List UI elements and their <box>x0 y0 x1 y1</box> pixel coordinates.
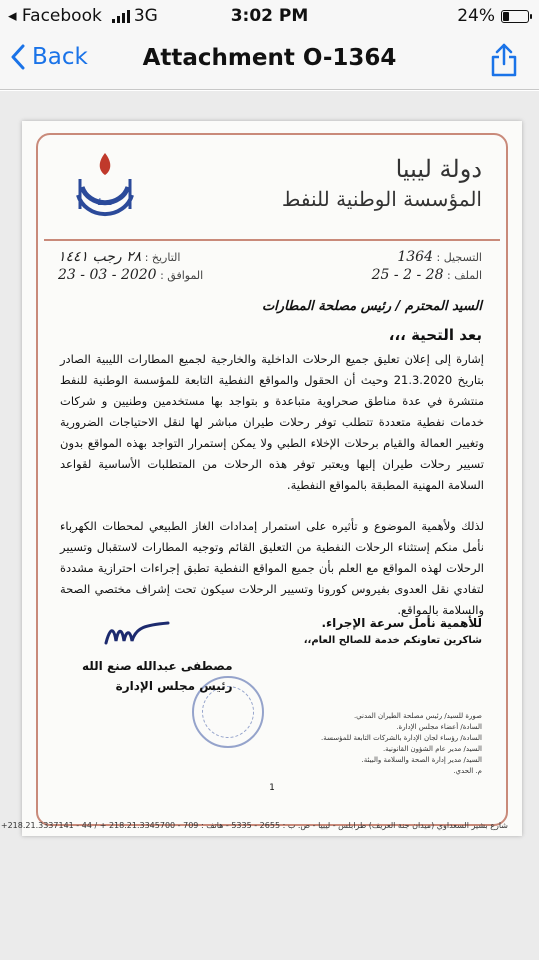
signatory-block <box>82 656 233 696</box>
footer-address: شارع بشير السعداوي (ميدان جنة العريف) طرابلس - ليبيا - ص. ب : 2655 - 5335 - هاتف : 709 - 218.21.3345700 + / 44 - 218.21.3337141+ <box>0 821 508 830</box>
corresponding-label: الموافق : <box>160 269 204 282</box>
battery-percent: 24% <box>457 6 495 26</box>
date-label: التاريخ : <box>144 251 181 264</box>
share-icon <box>489 42 519 78</box>
thanks-line: شاكرين تعاونكم خدمة للصالح العام،، <box>303 635 482 646</box>
header-rule <box>44 239 500 241</box>
corresponding-date-row <box>58 267 203 283</box>
document-viewer[interactable] <box>0 91 539 960</box>
registration-row <box>397 249 482 265</box>
cc-line: السيد/ مدير إدارة الصحة والسلامة والبيئة. <box>361 756 482 764</box>
cc-line: السادة/ رؤساء لجان الإدارة بالشركات التابعة للمؤسسة. <box>321 734 482 742</box>
status-time: 3:02 PM <box>230 6 309 26</box>
status-bar <box>0 0 539 32</box>
battery-icon <box>501 10 529 23</box>
addressee: السيد المحترم / رئيس مصلحة المطارات <box>261 299 482 314</box>
file-label: الملف : <box>447 269 482 282</box>
document-page <box>0 121 522 836</box>
signatory-title: رئيس مجلس الإدارة <box>115 679 233 693</box>
file-row <box>372 267 482 283</box>
organization-name: المؤسسة الوطنية للنفط <box>281 187 482 211</box>
page-number: 1 <box>269 783 275 793</box>
date-row <box>58 249 180 265</box>
registration-label: التسجيل : <box>436 251 482 264</box>
signatory-name: مصطفى عبدالله صنع الله <box>82 659 233 673</box>
battery-fill <box>503 12 509 21</box>
cc-line: السادة/ أعضاء مجلس الإدارة. <box>396 723 482 731</box>
network-type: 3G <box>133 6 158 26</box>
cc-line: السيد/ مدير عام الشؤون القانونية. <box>382 745 482 753</box>
body-paragraph-2: لذلك ولأهمية الموضوع و تأثيره على استمرار إمدادات الغاز الطبيعي لمحطات الكهرباء نأمل منكم إستثناء الرحلات النفطية من التعليق القائم وتوجيه المطارات لاستقبال وتسيير الرحلات لهذه المواقع مع العلم بأن جميع المواقع النفطية تطبق إجراءات احترازية مشددة لتفادي نقل العدوى بفيروس كورونا وتسيير الرحلات سيكون تحت إشراف مختصي الصحة والسلامة بالمواقع. <box>60 519 484 617</box>
logo-text: نفط <box>97 198 113 208</box>
status-right <box>457 6 529 26</box>
date-hijri: ٢٨ رجب ١٤٤١ <box>58 249 142 265</box>
nav-bar <box>0 32 539 90</box>
share-button[interactable] <box>489 42 519 82</box>
registration-number: 1364 <box>397 249 433 265</box>
date-gregorian: 2020 - 03 - 23 <box>58 267 157 283</box>
importance-line: للأهمية نأمل سرعة الإجراء. <box>321 616 482 630</box>
state-name: دولة ليبيا <box>395 155 482 183</box>
file-number: 28 - 2 - 25 <box>371 267 444 283</box>
signature-icon <box>102 619 172 649</box>
cc-line: م. الحدي. <box>453 767 482 775</box>
page-title: Attachment O-1364 <box>142 45 397 71</box>
back-label: Back <box>32 44 88 70</box>
noc-logo-icon <box>70 149 140 229</box>
greeting: بعد التحية ،،، <box>388 326 482 344</box>
cc-line: صورة للسيد/ رئيس مصلحة الطيران المدني. <box>353 712 482 720</box>
back-to-app-link[interactable]: ◂ Facebook <box>8 6 102 26</box>
body-paragraph-1: إشارة إلى إعلان تعليق جميع الرحلات الداخلية والخارجية لجميع المطارات الليبية الصادر بتاريخ 21.3.2020 وحيث أن الحقول والمواقع النفطية التابعة للمؤسسة الوطنية للنفط منتشرة في عدة مناطق صحراوية متباعدة و بتواجد بها مستخدمين وطنيين و شركات خدمات نفطية متعددة تتطلب توفر رحلات طيران مباشر لها لنقل الاحتياجات الضرورية وتغيير العمالة والقيام برحلات الإخلاء الطبي ولا يمكن إستمرار التواجد بهذه المواقع بدون تسيير رحلات طيران إليها ويعتبر توفر هذه الرحلات من المتطلبات الأساسية لقواعد السلامة المهنية المطبقة بالمواقع النفطية. <box>60 352 484 492</box>
cc-list <box>282 711 482 777</box>
letterhead <box>282 155 482 211</box>
